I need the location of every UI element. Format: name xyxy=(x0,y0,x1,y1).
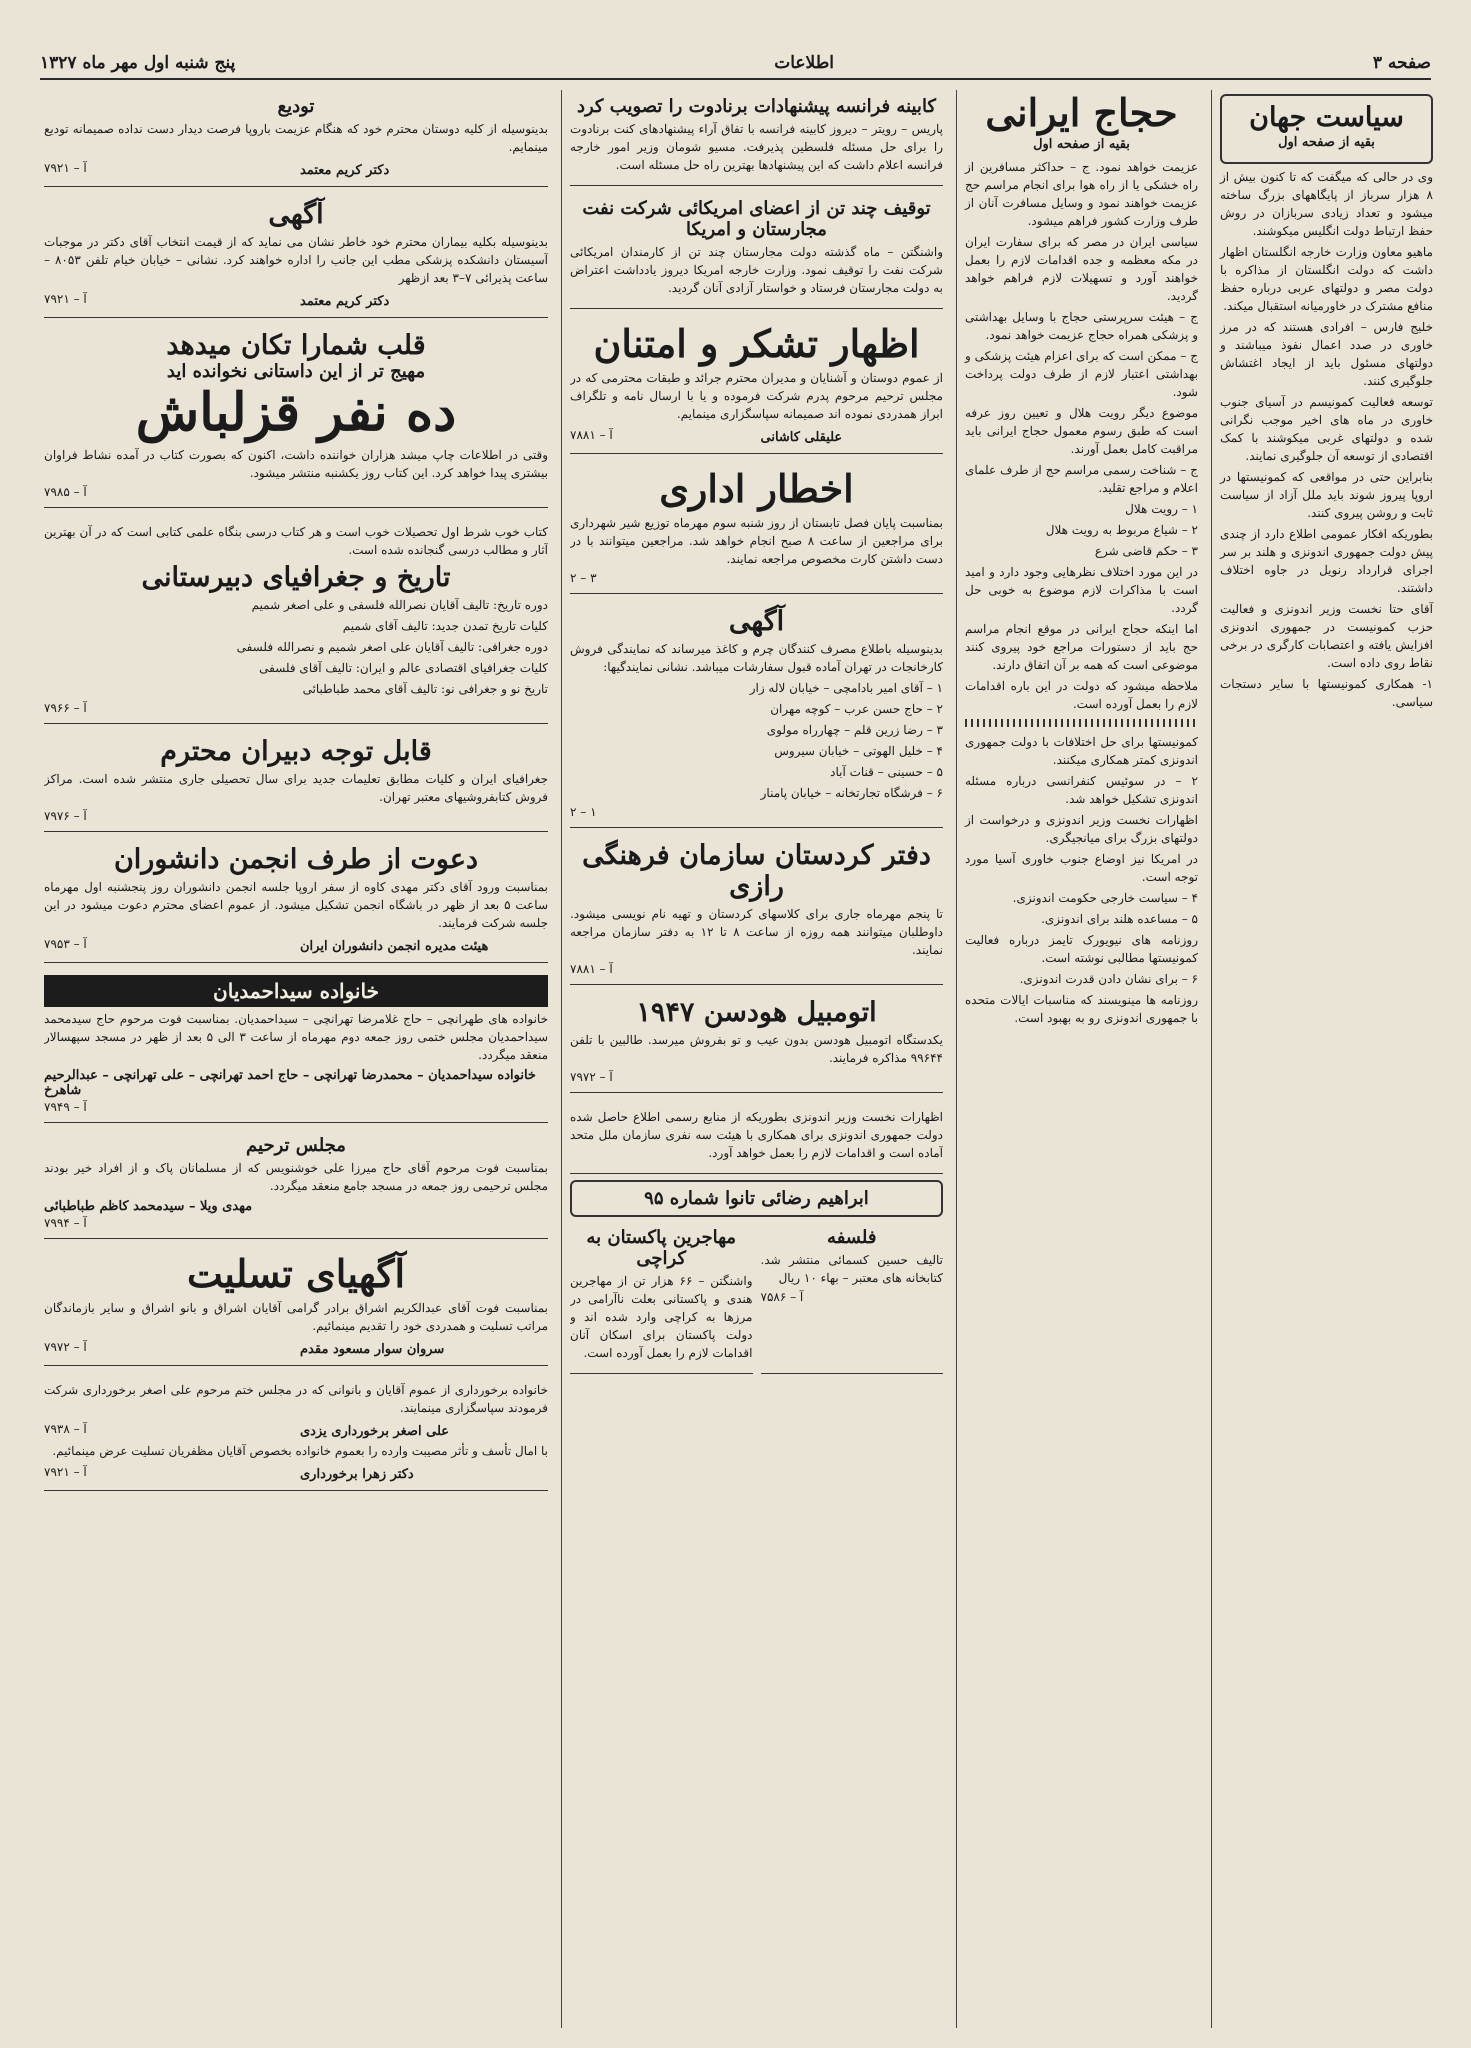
notice-code: آ – ۷۹۵۳ xyxy=(44,937,87,951)
mourning-banner: خانواده سیداحمدیان xyxy=(44,975,548,1007)
list-item: کلیات تاریخ تمدن جدید: تالیف آقای شمیم xyxy=(342,619,548,633)
condolence-notice xyxy=(44,1245,548,1366)
article-paragraph: ۳ – حکم قاضی شرع xyxy=(1094,544,1198,558)
ad-body: وقتی در اطلاعات چاپ میشد هزاران خواننده داشت، اکنون که بصورت کتاب در آمده نشاط فراوان بیشتری پیدا خواهد کرد. این کتاب روز یکشنبه منتشر میشود. xyxy=(44,448,548,480)
notice-code: آ – ۷۹۲۱ xyxy=(44,1465,87,1479)
article-paragraph: آقای حتا نخست وزیر اندونزی و فعالیت حزب کمونیست در جمهوری اندونزی افزایش یافته و اعتصابات کارگری در برخی نقاط روی داده است. xyxy=(1220,602,1433,670)
notice-body: بمناسبت فوت مرحوم آقای حاج میرزا علی خوشنویس که از مسلمانان پاک و از افراد خیر بودند مجلس ترحیمی روز جمعه در مسجد جامع منعقد میگردد. xyxy=(44,1161,548,1193)
notice-heading: دفتر کردستان سازمان فرهنگی رازی xyxy=(582,840,931,902)
paper-name: اطلاعات xyxy=(774,53,834,73)
notice-heading: آگهیای تسلیت xyxy=(186,1251,406,1296)
family-thanks xyxy=(44,1372,548,1491)
notice-code: آ – ۷۹۷۲ xyxy=(44,1340,87,1354)
ad-heading: آگهی xyxy=(728,606,785,637)
ad-heading: قابل توجه دبیران محترم xyxy=(160,736,432,767)
migrants-article xyxy=(570,1221,753,1374)
article-paragraph: خلیج فارس – افرادی هستند که در مرز خاوری در صدد اعمال نفوذ میباشند و دولتهای مسئول باید از ایجاد اغتشاش جلوگیری کنند. xyxy=(1220,320,1433,388)
list-item: تاریخ نو و جغرافی نو: تالیف آقای محمد طباطبائی xyxy=(302,682,548,696)
list-item: ۱ – آقای امیر بادامچی – خیابان لاله زار xyxy=(749,681,943,695)
farewell-notice xyxy=(44,90,548,187)
article-paragraph: ۲ – شیاع مربوط به رویت هلال xyxy=(1045,523,1198,537)
ad-code: ۲ – ۱ xyxy=(570,805,597,819)
notice-body: خانواده های طهرانچی – حاج غلامرضا تهرانچی – سیداحمدیان. بمناسبت فوت مرحوم حاج سیدمحمد سیداحمدیان مجلس ختمی روز جمعه دوم مهرماه از ساعت ۳ الی ۵ بعد از ظهر در مسجد سپهسالار منعقد میگردد. xyxy=(44,1012,548,1062)
article-paragraph: در این مورد اختلاف نظرهایی وجود دارد و امید است با مذاکرات لازم موضوع به خوبی حل گردد. xyxy=(965,565,1198,615)
article-paragraph: کمونیستها برای حل اختلافات با دولت جمهوری اندونزی کمتر همکاری میکنند. xyxy=(965,735,1198,767)
article-paragraph: بنابراین حتی در مواقعی که کمونیستها در اروپا پیروز شوند باید ملل آزاد از سیاست ثابت و روشن پیروی کنند. xyxy=(1220,470,1433,520)
ad-code: آ – ۷۵۸۶ xyxy=(760,1290,804,1304)
admin-notice xyxy=(570,460,943,594)
world-politics-header xyxy=(1220,94,1433,164)
notice-code: آ – ۷۸۸۱ xyxy=(570,428,613,442)
notice-signature: سروان سوار مسعود مقدم xyxy=(300,1342,445,1357)
column-classifieds xyxy=(36,90,556,2028)
notice-heading: تودیع xyxy=(277,96,315,117)
list-item: کلیات جغرافیای اقتصادی عالم و ایران: تالیف آقای فلسفی xyxy=(259,661,548,675)
notice-heading: دعوت از طرف انجمن دانشوران xyxy=(113,844,479,875)
article-paragraph: موضوع دیگر رویت هلال و تعیین روز عرفه است که طبق رسوم معمول حجاج ایرانی باید مراقبت کامل بعمل آورند. xyxy=(965,406,1198,456)
notice-signature: دکتر زهرا برخورداری xyxy=(300,1467,414,1482)
article-paragraph: روزنامه ها مینویسند که مناسبات ایالات متحده با جمهوری اندونزی رو به بهبود است. xyxy=(965,993,1198,1025)
article-paragraph: ملاحظه میشود که دولت در این باره اقدامات لازم را بعمل آورده است. xyxy=(965,679,1198,711)
notice-body: بمناسبت ورود آقای دکتر مهدی کاوه از سفر اروپا جلسه انجمن دانشوران روز پنجشنبه اول مهرماه ساعت ۵ بعد از ظهر در باشگاه انجمن تشکیل میشود. از عموم اعضای محترم دعوت میشود در این جلسه شرکت فرمایند. xyxy=(44,880,548,930)
notice-code: آ – ۷۹۲۱ xyxy=(44,292,87,306)
car-ad xyxy=(570,991,943,1093)
memorial-notice xyxy=(44,1129,548,1239)
signature-row xyxy=(44,290,548,309)
notice-code: آ – ۷۹۴۹ xyxy=(44,1100,87,1114)
article-paragraph: ۴ – سیاست خارجی حکومت اندونزی. xyxy=(1012,891,1198,905)
column-pilgrims xyxy=(956,90,1206,2028)
article-heading: توقیف چند تن از اعضای امریکائی شرکت نفت مجارستان و امریکا xyxy=(582,198,931,240)
article-heading: کابینه فرانسه پیشنهادات برنادوت را تصویب کرد xyxy=(576,96,936,117)
book-ad xyxy=(44,324,548,508)
list-item: ۶ – فرشگاه تجارتخانه – خیابان پامنار xyxy=(760,786,943,800)
notice-code: آ – ۷۹۲۱ xyxy=(44,161,87,175)
article-body: اظهارات نخست وزیر اندونزی بطوریکه از منابع رسمی اطلاع حاصل شده دولت جمهوری اندونزی برای همکاری با هیئت سه نفری سازمان ملل متحد آماده است و اقدامات لازم را بعمل خواهد آورد. xyxy=(570,1110,943,1160)
column-news-ads xyxy=(561,90,951,2028)
indonesia-news xyxy=(570,1099,943,1174)
world-politics-heading: سیاست جهان xyxy=(1249,102,1404,133)
article-body: واشنگتن – ۶۶ هزار تن از مهاجرین هندی و پاکستانی بعلت ناآرامی در مرزها به کراچی وارد شده اند و دولت پاکستان برای اسکان آنان اقدامات لازم را بعمل آورده است. xyxy=(570,1274,753,1360)
article-paragraph: ۱- همکاری کمونیستها با سایر دستجات سیاسی. xyxy=(1220,677,1433,709)
article-paragraph: وی در حالی که میگفت که تا کنون بیش از ۸ هزار سرباز از پایگاههای بزرگ ساخته میشود و تعداد زیادی سربازان در روش حفظ ارتباط دولت انگلیس میکوشند. xyxy=(1220,170,1433,238)
ad-code: آ – ۷۹۶۶ xyxy=(44,701,87,715)
article-paragraph: در امریکا نیز اوضاع جنوب خاوری آسیا مورد توجه است. xyxy=(965,852,1198,884)
list-item: ۳ – رضا زرین قلم – چهارراه مولوی xyxy=(766,723,943,737)
ad-code: آ – ۷۹۸۵ xyxy=(44,485,87,499)
signature-row xyxy=(44,1420,548,1439)
signature-row xyxy=(44,159,548,178)
list-item: ۴ – خلیل الهوتی – خیابان سیروس xyxy=(774,744,943,758)
article-paragraph: ماهیو معاون وزارت خارجه انگلستان اظهار داشت که دولت انگلستان از مذاکره با دولت مصر و دولتهای عربی درباره حفظ منافع مشترک در خاورمیانه استقبال میکند. xyxy=(1220,245,1433,313)
notice-heading: مجلس ترحیم xyxy=(246,1135,346,1156)
notice-signature: دکتر کریم معتمد xyxy=(300,294,390,309)
article-paragraph: عزیمت خواهد نمود. ج – حداکثر مسافرین از راه خشکی یا از راه هوا برای انجام مراسم حج عزیمت خواهند نمود و وسایل مسافرت آنان از طرف وزارت کشور فراهم میشود. xyxy=(965,160,1198,228)
issue-date: پنج شنبه اول مهر ماه ۱۳۲۷ xyxy=(40,53,236,73)
article-paragraph: ۵ – مساعده هلند برای اندونزی. xyxy=(1041,912,1198,926)
signature-row xyxy=(44,1463,548,1482)
notice-code: آ – ۷۹۳۸ xyxy=(44,1422,87,1436)
doctor-notice xyxy=(44,193,548,318)
book-title: ده نفر قزلباش xyxy=(135,382,457,443)
ad-heading: فلسفه xyxy=(827,1227,877,1248)
book-tagline: قلب شمارا تکان میدهد xyxy=(166,330,426,361)
notice-signature: خانواده سیداحمدیان – محمدرضا تهرانچی – حاج احمد تهرانچی – علی تهرانچی – عبدالرحیم شاهرخ xyxy=(44,1068,536,1098)
notice-body: بدینوسیله از کلیه دوستان محترم خود که هنگام عزیمت باروپا فرصت دیدار دست نداده صمیمانه تودیع مینمایم. xyxy=(44,122,548,154)
notice-body: تا پنجم مهرماه جاری برای کلاسهای کردستان و تهیه نام نویسی میشود. داوطلبان میتوانند همه روزه از ساعت ۸ تا ۱۲ به دفتر سازمان مراجعه نمایند. xyxy=(570,907,943,957)
thanks-notice xyxy=(570,315,943,454)
ad-heading: اتومبیل هودسن ۱۹۴۷ xyxy=(636,997,877,1028)
notice-heading: اظهار تشکر و امتنان xyxy=(593,321,920,366)
scholars-invitation xyxy=(44,838,548,963)
notice-heading: اخطار اداری xyxy=(659,466,854,511)
list-item: دوره جغرافی: تالیف آقایان علی اصغر شمیم و نصرالله فلسفی xyxy=(236,640,548,654)
article-paragraph: اما اینکه حجاج ایرانی در موقع انجام مراسم حج باید از دستورات مراجع خود پیروی کنند موضوعی است که همه بر آن اتفاق دارند. xyxy=(965,622,1198,672)
article-paragraph: سیاسی ایران در مصر که برای سفارت ایران در مکه معظمه و جده اقدامات لازم را بعمل خواهند آورد و تسهیلات لازم فراهم خواهد گردید. xyxy=(965,235,1198,303)
bottom-ads-row xyxy=(570,1221,943,1380)
book-subtagline: مهیج تر از این داستانی نخوانده اید xyxy=(166,361,426,382)
history-books-ad xyxy=(44,514,548,724)
hungary-article xyxy=(570,192,943,309)
notice-body: بدینوسیله بکلیه بیماران محترم خود خاطر نشان می نماید که از قیمت انتخاب آقای دکتر در موجبات آسیستان دانشکده پزشکی مطب این جانب را اداره خواهند کرد. نشانی – خیابان خیام تلفن ۸۰۵۳ – ساعت پذیرائی ۷–۳ بعد ازظهر xyxy=(44,235,548,285)
notice-body: خانواده برخورداری از عموم آقایان و بانوانی که در مجلس ختم مرحوم علی اصغر برخورداری شرکت فرمودند سپاسگزاری مینمایند. xyxy=(44,1383,548,1415)
name-box: ابراهیم رضائی تانوا شماره ۹۵ xyxy=(570,1180,943,1217)
section-divider xyxy=(965,719,1198,727)
ad-heading: تاریخ و جغرافیای دبیرستانی xyxy=(141,562,451,593)
notice-heading: آگهی xyxy=(268,199,324,230)
agents-ad xyxy=(570,600,943,828)
article-paragraph: ج – شناخت رسمی مراسم حج از طرف علمای اعلام و مراجع تقلید. xyxy=(965,463,1198,495)
article-paragraph: ۶ – برای نشان دادن قدرت اندونزی. xyxy=(1019,972,1198,986)
signature-row xyxy=(44,935,548,954)
notice-signature: دکتر کریم معتمد xyxy=(300,163,390,178)
ad-code: آ – ۷۹۷۲ xyxy=(570,1070,613,1084)
article-body: پاریس – رویتر – دیروز کابینه فرانسه با تفاق آراء پیشنهادهای کنت برنادوت را برای حل مسئله فلسطین پذیرفت. مسیو شومان وزیر امور خارجه فرانسه اعلام داشت که این پیشنهادها بهترین راه حل مسئله است. xyxy=(570,122,943,172)
notice-signature: هیئت مدیره انجمن دانشوران ایران xyxy=(300,939,489,954)
article-heading: مهاجرین پاکستان به کراچی xyxy=(586,1227,737,1269)
philosophy-ad xyxy=(761,1221,944,1374)
ad-intro: کتاب خوب شرط اول تحصیلات خوب است و هر کتاب درسی بنگاه علمی کتابی است که در آن بهترین آثار و مطالب درسی گنجانده شده است. xyxy=(44,525,548,557)
article-paragraph: ۲ – در سوئیس کنفرانسی درباره مسئله اندونزی تشکیل خواهد شد. xyxy=(965,774,1198,806)
notice-code: آ – ۷۸۸۱ xyxy=(570,962,613,976)
pilgrims-heading: حجاج ایرانی xyxy=(985,90,1178,135)
culture-notice xyxy=(570,834,943,985)
notice-signature: مهدی ویلا – سیدمحمد کاظم طباطبائی xyxy=(44,1199,253,1214)
article-body: واشنگتن – ماه گذشته دولت مجارستان چند تن از کارمندان امریکائی شرکت نفت را توقیف نمود. وزارت خارجه امریکا دیروز یادداشت اعتراض به دولت مجارستان فرستاد و خواستار آزادی آنان گردید. xyxy=(570,245,943,295)
notice-code: آ – ۷۹۹۴ xyxy=(44,1216,87,1230)
france-cabinet-article xyxy=(570,90,943,186)
list-item: ۵ – حسینی – قنات آباد xyxy=(830,765,943,779)
article-paragraph: ج – ممکن است که برای اعزام هیئت پزشکی و بهداشتی اعتبار لازم از طرف دولت پرداخت شود. xyxy=(965,349,1198,399)
article-paragraph: روزنامه های نیویورک تایمز درباره فعالیت کمونیستها مطالبی نوشته است. xyxy=(965,933,1198,965)
list-item: دوره تاریخ: تالیف آقایان نصرالله فلسفی و علی اصغر شمیم xyxy=(251,598,548,612)
column-world-politics xyxy=(1211,90,1441,2028)
notice-body: از عموم دوستان و آشنایان و مدیران محترم جرائد و طبقات محترمی که در مجلس ترحیم مرحوم پدرم شرکت فرموده و یا با ارسال نامه و تلگراف ابراز همدردی نموده اند صمیمانه سپاسگزاری مینمایم. xyxy=(570,371,943,421)
teachers-ad xyxy=(44,730,548,832)
article-paragraph: ج – هیئت سرپرستی حجاج با وسایل بهداشتی و پزشکی همراه حجاج عزیمت خواهد نمود. xyxy=(965,310,1198,342)
notice-body: بمناسبت پایان فصل تابستان از روز شنبه سوم مهرماه توزیع شیر شهرداری برای مراجعین از ساعت ۸ صبح انجام خواهد شد. مراجعین میتوانند با در دست داشتن کارت مخصوص مراجعه نمایند. xyxy=(570,516,943,566)
continued-note: بقیه از صفحه اول xyxy=(1033,137,1130,152)
article-paragraph: ۱ – رویت هلال xyxy=(1125,502,1198,516)
running-header xyxy=(40,48,1431,80)
ad-body: جغرافیای ایران و کلیات مطابق تعلیمات جدید برای سال تحصیلی جاری منتشر شده است. مراکز فروش کتابفروشیهای معتبر تهران. xyxy=(44,772,548,804)
article-paragraph: توسعه فعالیت کمونیسم در آسیای جنوب خاوری در ماه های اخیر موجب نگرانی شده و دولتهای غربی میکوشند با کمک اقتصادی از توسعه آن جلوگیری نمایند. xyxy=(1220,395,1433,463)
list-item: ۲ – حاج حسن عرب – کوچه مهران xyxy=(770,702,943,716)
article-paragraph: اظهارات نخست وزیر اندونزی و درخواست از دولتهای بزرگ برای میانجیگری. xyxy=(965,813,1198,845)
ad-body: بدینوسیله باطلاع مصرف کنندگان چرم و کاغذ میرساند که نمایندگی فروش کارخانجات در تهران آماده قبول سفارشات میباشد. نشانی نمایندگیها: xyxy=(570,642,943,674)
notice-signature: علی اصغر برخورداری یزدی xyxy=(300,1424,449,1439)
notice-signature: علیقلی کاشانی xyxy=(760,430,843,445)
ad-body: تالیف حسین کسمائی منتشر شد. کتابخانه های معتبر – بهاء ۱۰ ریال xyxy=(760,1253,943,1285)
notice-body: با امال تأسف و تأثر مصیبت وارده را بعموم خانواده بخصوص آقایان مظفریان تسلیت عرض مینمائیم. xyxy=(52,1444,548,1458)
notice-code: ۲ – ۳ xyxy=(570,571,597,585)
notice-body: بمناسبت فوت آقای عبدالکریم اشراق برادر گرامی آقایان اشراق و بانو اشراق و سایر بازماندگان مراتب تسلیت و همدردی خود را تقدیم مینمائیم. xyxy=(44,1301,548,1333)
continued-note: بقیه از صفحه اول xyxy=(1278,135,1375,150)
mourning-notice xyxy=(44,969,548,1123)
page-number: صفحه ۳ xyxy=(1372,53,1431,73)
signature-row xyxy=(44,1338,548,1357)
signature-row xyxy=(570,426,943,445)
ad-code: آ – ۷۹۷۶ xyxy=(44,809,87,823)
article-paragraph: بطوریکه افکار عمومی اطلاع دارد از چندی پیش دولت جمهوری اندونزی و هلند بر سر اجرای قرارداد رنویل در جاوه اختلاف داشتند. xyxy=(1220,527,1433,595)
ad-body: یکدستگاه اتومبیل هودسن بدون عیب و تو بفروش میرسد. طالبین با تلفن ۹۹۶۴۴ مذاکره فرمایند. xyxy=(570,1033,943,1065)
